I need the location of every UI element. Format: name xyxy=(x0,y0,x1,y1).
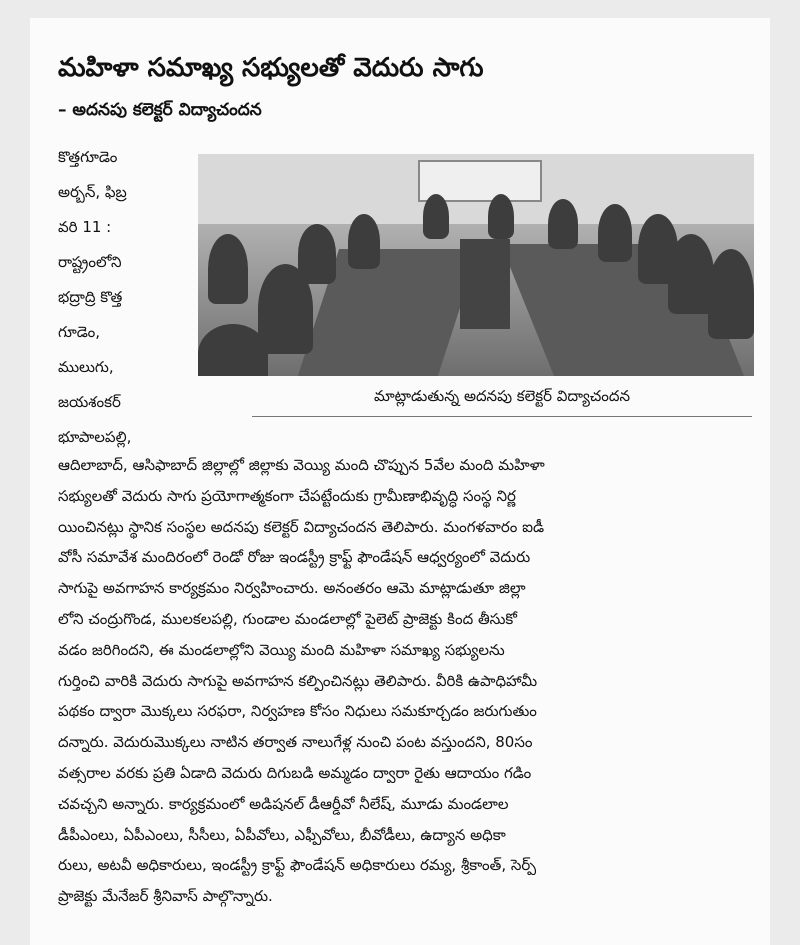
lead-line: అర్బన్, ఫిబ్ర xyxy=(58,183,127,201)
photo-caption: మాట్లాడుతున్న అదనపు కలెక్టర్ విద్యాచందన xyxy=(373,387,631,405)
body-line: పథకం ద్వారా మొక్కలు సరఫరా, నిర్వహణ కోసం నిధులు సమకూర్చడం జరుగుతుం xyxy=(58,702,537,721)
body-line: రులు, అటవీ అధికారులు, ఇండస్ట్రీ క్రాఫ్ట్ ఫౌండేషన్ అధికారులు రమ్య, శ్రీకాంత్, సెర్ప్ xyxy=(58,856,537,875)
meeting-photo xyxy=(198,154,754,376)
photo-person xyxy=(598,204,632,262)
photo-person xyxy=(708,249,754,339)
body-line: గుర్తించి వారికి వెదురు సాగుపై అవగాహన కల్పించినట్లు తెలిపారు. వీరికి ఉపాధిహామీ xyxy=(58,671,538,690)
photo-person xyxy=(423,194,449,239)
lead-line: జయశంకర్ xyxy=(58,393,121,411)
body-line: యించినట్లు స్థానిక సంస్థల అదనపు కలెక్టర్ విద్యాచందన తెలిపారు. మంగళవారం ఐడీ xyxy=(58,517,545,536)
photo-person xyxy=(348,214,380,269)
photo-person xyxy=(208,234,248,304)
lead-line: కొత్తగూడెం xyxy=(58,148,118,166)
body-line: వడం జరిగిందని, ఈ మండలాల్లోని వెయ్యి మంది మహిళా సమాఖ్య సభ్యులను xyxy=(58,640,505,659)
lead-line: భద్రాద్రి కొత్త xyxy=(58,288,123,306)
lead-line: భూపాలపల్లి, xyxy=(58,428,132,446)
body-line: డీపీఎంలు, ఏపీఎంలు, సీసీలు, ఏపీవోలు, ఎఫ్పీవోలు, బీవోడీలు, ఉద్యాన అధికా xyxy=(58,825,506,844)
article-subheadline: – అదనపు కలెక్టర్ విద్యాచందన xyxy=(58,100,262,120)
photo-person xyxy=(198,324,268,376)
body-line: సభ్యులతో వెదురు సాగు ప్రయోగాత్మకంగా చేపట్టేందుకు గ్రామీణాభివృద్ధి సంస్థ నిర్ణ xyxy=(58,486,516,505)
newspaper-clipping xyxy=(30,18,770,945)
lead-line: గూడెం, xyxy=(58,323,101,341)
body-line: వోసీ సమావేశ మందిరంలో రెండో రోజు ఇండస్ట్రీ క్రాఫ్ట్ ఫౌండేషన్ ఆధ్వర్యంలో వెదురు xyxy=(58,548,531,567)
photo-person xyxy=(298,224,336,284)
lead-line: వరి 11 : xyxy=(58,218,112,236)
body-line: ఆదిలాబాద్, ఆసిఫాబాద్ జిల్లాల్లో జిల్లాకు వెయ్యి మంది చొప్పున 5వేల మంది మహిళా xyxy=(58,456,545,474)
article-body xyxy=(58,450,758,912)
caption-divider xyxy=(252,416,752,417)
article-headline: మహిళా సమాఖ్య సభ్యులతో వెదురు సాగు xyxy=(58,53,484,83)
lead-line: ములుగు, xyxy=(58,358,114,376)
photo-person xyxy=(488,194,514,239)
body-line: ప్రాజెక్టు మేనేజర్ శ్రీనివాస్ పాల్గొన్నారు. xyxy=(58,887,273,906)
body-line: వత్సరాల వరకు ప్రతి ఏడాది వెదురు దిగుబడి అమ్మడం ద్వారా రైతు ఆదాయం గడిం xyxy=(58,763,532,782)
lead-column xyxy=(58,140,198,455)
lead-line: రాష్ట్రంలోని xyxy=(58,253,122,271)
body-line: దన్నారు. వెదురుమొక్కలు నాటిన తర్వాత నాలుగేళ్ల నుంచి పంట వస్తుందని, 80సం xyxy=(58,733,533,752)
photo-podium xyxy=(460,239,510,329)
body-line: సాగుపై అవగాహన కార్యక్రమం నిర్వహించారు. అనంతరం ఆమె మాట్లాడుతూ జిల్లా xyxy=(58,579,526,598)
body-line: చవచ్చని అన్నారు. కార్యక్రమంలో అడిషనల్ డీఆర్డీవో నీలేష్, మూడు మండలాల xyxy=(58,794,509,813)
photo-person xyxy=(548,199,578,249)
body-line: లోని చంద్రుగొండ, ములకలపల్లి, గుండాల మండలాల్లో పైలెట్ ప్రాజెక్టు కింద తీసుకో xyxy=(58,609,517,628)
